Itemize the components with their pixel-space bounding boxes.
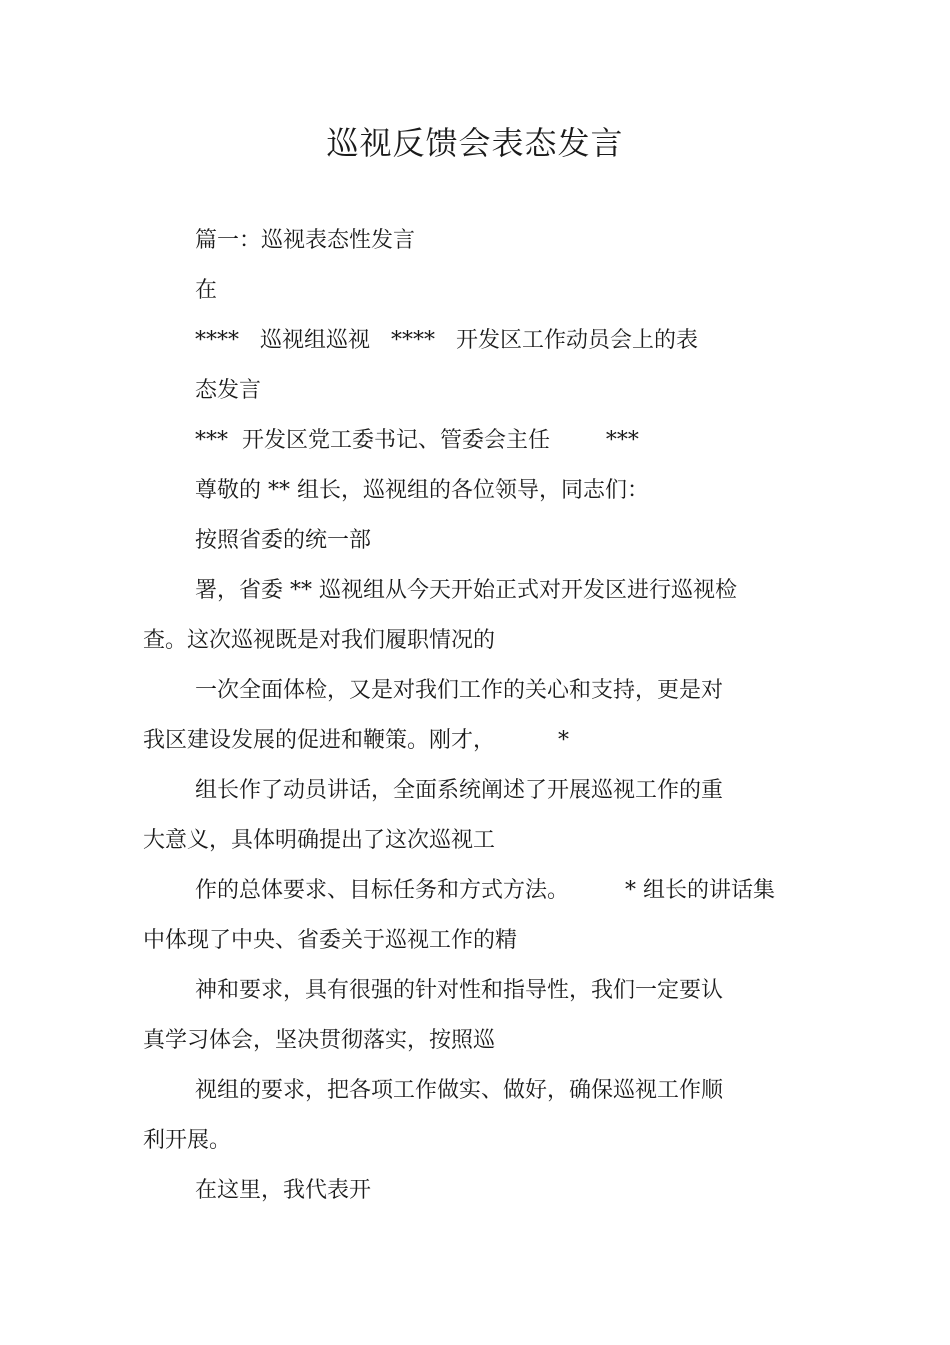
- paragraph-line: 神和要求，具有很强的针对性和指导性，我们一定要认: [195, 978, 724, 1003]
- paragraph-line: 署，省委 ** 巡视组从今天开始正式对开发区进行巡视检: [195, 578, 737, 603]
- paragraph-line: 尊敬的 ** 组长，巡视组的各位领导，同志们：: [195, 478, 649, 503]
- paragraph-line: 中体现了中央、省委关于巡视工作的精: [143, 928, 518, 953]
- paragraph-line: 一次全面体检，又是对我们工作的关心和支持，更是对: [195, 678, 724, 703]
- paragraph-line: 查。这次巡视既是对我们履职情况的: [143, 628, 496, 653]
- paragraph-line: 大意义，具体明确提出了这次巡视工: [143, 828, 496, 853]
- paragraph-line: 作的总体要求、目标任务和方式方法。 * 组长的讲话集: [195, 878, 775, 903]
- paragraph-line: 按照省委的统一部: [195, 528, 372, 553]
- paragraph-line: 利开展。: [143, 1128, 232, 1153]
- document-title: 巡视反馈会表态发言: [326, 124, 624, 162]
- paragraph-line: 在: [195, 278, 218, 303]
- paragraph-line: **** 巡视组巡视 **** 开发区工作动员会上的表: [195, 328, 698, 353]
- paragraph-line: 真学习体会，坚决贯彻落实，按照巡: [143, 1028, 496, 1053]
- paragraph-line: 我区建设发展的促进和鞭策。刚才， *: [143, 728, 569, 753]
- paragraph-line: 组长作了动员讲话，全面系统阐述了开展巡视工作的重: [195, 778, 724, 803]
- paragraph-line: 视组的要求，把各项工作做实、做好，确保巡视工作顺: [195, 1078, 724, 1103]
- paragraph-line: 在这里，我代表开: [195, 1178, 372, 1203]
- section-heading: 篇一：巡视表态性发言: [195, 228, 416, 253]
- paragraph-line: 态发言: [195, 378, 262, 403]
- paragraph-line: *** 开发区党工委书记、管委会主任 ***: [195, 428, 639, 453]
